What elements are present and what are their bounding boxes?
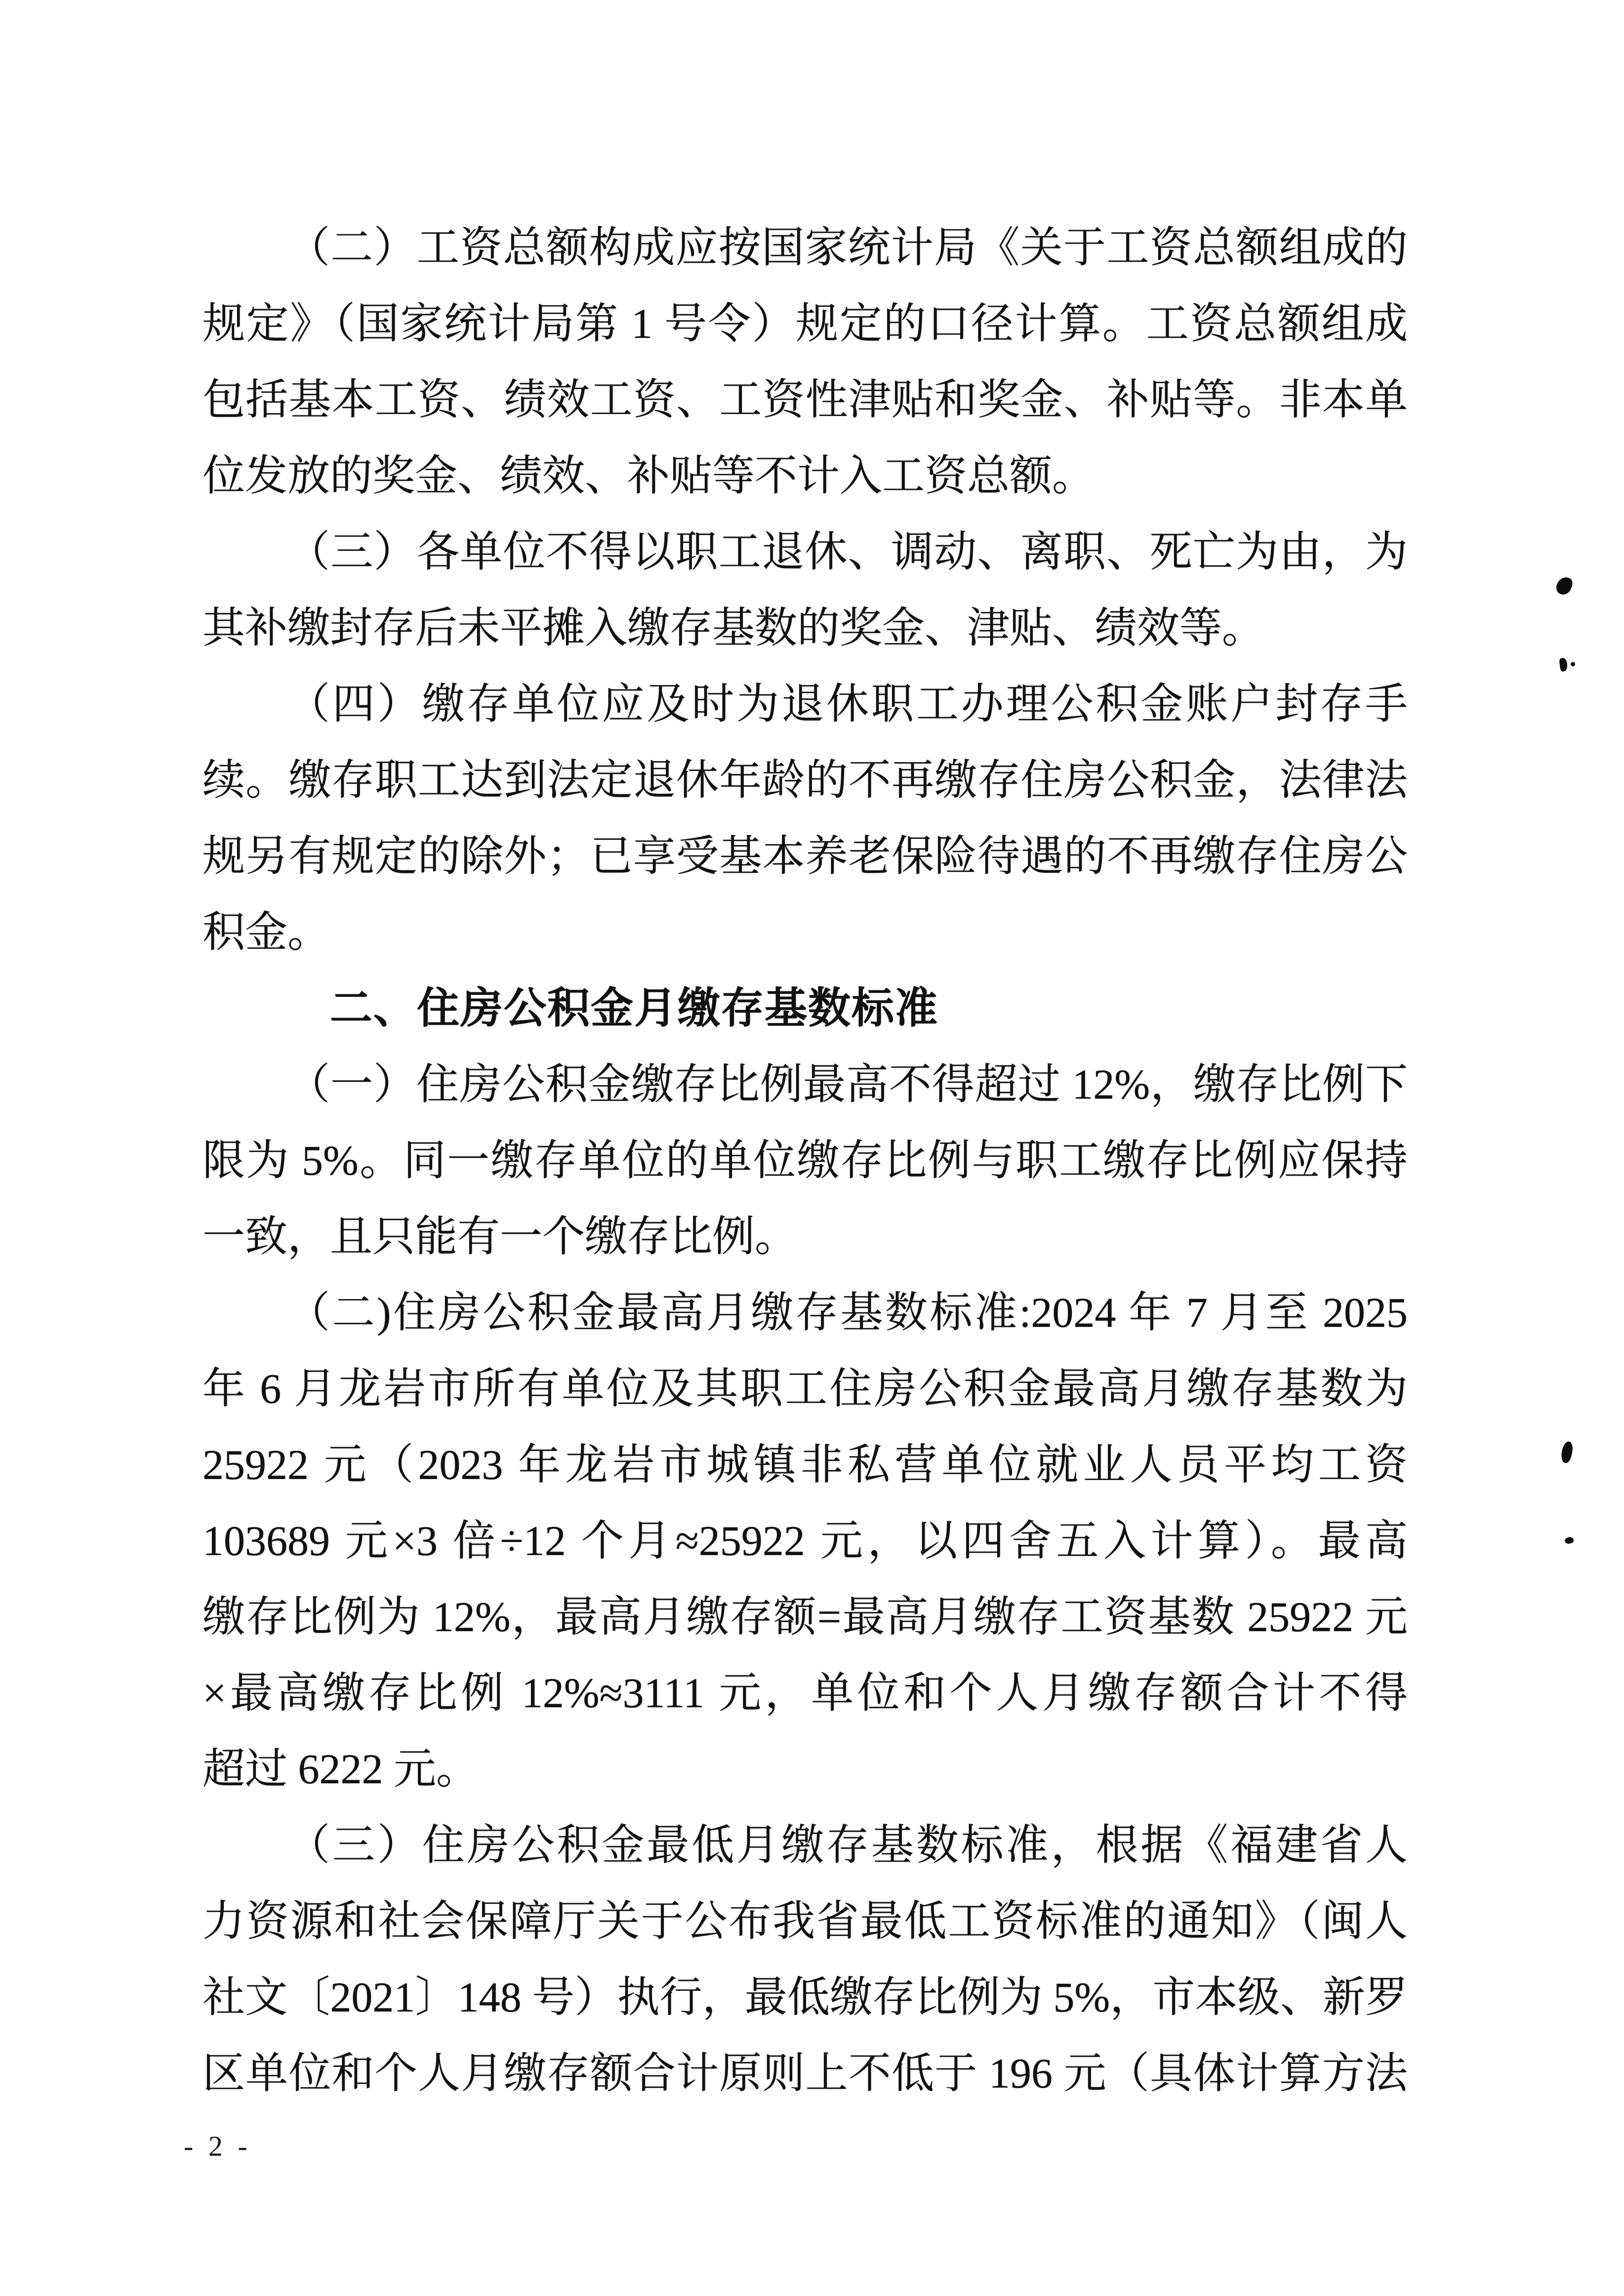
text-line: 区单位和个人月缴存额合计原则上不低于 196 元（具体计算方法 — [203, 2050, 1408, 2097]
ink-smudge — [1559, 657, 1568, 672]
text-line: 社文〔2021〕148 号）执行，最低缴存比例为 5%，市本级、新罗 — [203, 1973, 1408, 2021]
ink-smudge — [1564, 1536, 1574, 1544]
text-line: （四）缴存单位应及时为退休职工办理公积金账户封存手 — [287, 680, 1408, 728]
page-number: - 2 - — [184, 2130, 251, 2162]
text-line: （二）工资总额构成应按国家统计局《关于工资总额组成的 — [287, 224, 1408, 271]
text-line: 年 6 月龙岩市所有单位及其职工住房公积金最高月缴存基数为 — [203, 1365, 1408, 1412]
text-line: （三）住房公积金最低月缴存基数标准，根据《福建省人 — [287, 1821, 1408, 1869]
ink-smudge — [1554, 575, 1574, 597]
text-line: 规另有规定的除外；已享受基本养老保险待遇的不再缴存住房公 — [203, 832, 1408, 880]
text-line: 103689 元×3 倍÷12 个月≈25922 元，以四舍五入计算）。最高 — [203, 1517, 1408, 1564]
text-line: 其补缴封存后未平摊入缴存基数的奖金、津贴、绩效等。 — [203, 604, 1264, 652]
text-line: 位发放的奖金、绩效、补贴等不计入工资总额。 — [203, 452, 1095, 499]
text-line: （一）住房公积金缴存比例最高不得超过 12%，缴存比例下 — [287, 1061, 1408, 1108]
text-line: 力资源和社会保障厅关于公布我省最低工资标准的通知》（闽人 — [203, 1897, 1408, 1945]
text-line: 规定》（国家统计局第 1 号令）规定的口径计算。工资总额组成 — [203, 300, 1408, 347]
text-line: 超过 6222 元。 — [203, 1745, 479, 1793]
ink-smudge — [1571, 662, 1575, 666]
text-line: 限为 5%。同一缴存单位的单位缴存比例与职工缴存比例应保持 — [203, 1137, 1408, 1184]
section-heading: 二、住房公积金月缴存基数标准 — [330, 984, 938, 1032]
text-line: 缴存比例为 12%，最高月缴存额=最高月缴存工资基数 25922 元 — [203, 1593, 1408, 1640]
text-line: 包括基本工资、绩效工资、工资性津贴和奖金、补贴等。非本单 — [203, 376, 1408, 423]
ink-smudge — [1560, 1441, 1574, 1464]
text-line: 积金。 — [203, 908, 330, 956]
text-line: 25922 元（2023 年龙岩市城镇非私营单位就业人员平均工资 — [203, 1441, 1408, 1488]
text-line: （二)住房公积金最高月缴存基数标准:2024 年 7 月至 2025 — [287, 1289, 1408, 1336]
text-line: ×最高缴存比例 12%≈3111 元，单位和个人月缴存额合计不得 — [203, 1669, 1408, 1717]
text-line: 一致，且只能有一个缴存比例。 — [203, 1213, 797, 1260]
text-block — [203, 209, 1408, 2111]
text-line: （三）各单位不得以职工退休、调动、离职、死亡为由，为 — [287, 528, 1408, 575]
text-line: 续。缴存职工达到法定退休年龄的不再缴存住房公积金，法律法 — [203, 756, 1408, 804]
